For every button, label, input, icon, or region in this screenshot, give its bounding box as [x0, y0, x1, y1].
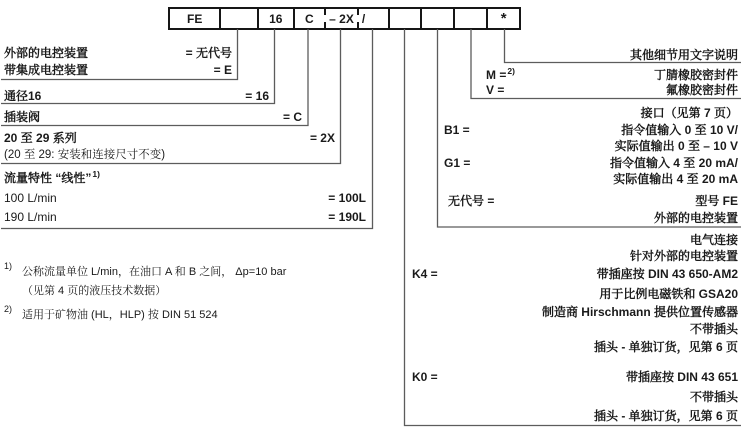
code-series: = 2X [309, 131, 335, 145]
row-electrical-heading2 [412, 247, 738, 264]
row-seal-v [486, 81, 738, 98]
label-interface-g1-line2: 实际值输出 4 至 20 mA [613, 172, 738, 186]
seal-m-footnote-ref: 2) [507, 66, 515, 76]
label-series-note: (20 至 29: 安装和连接尺寸不变) [4, 149, 166, 161]
key-interface-g1: G1 = [444, 156, 471, 170]
label-electrical-k0-line2: 不带插头 [689, 390, 738, 404]
label-size: 通径16 [4, 89, 42, 103]
key-interface-b1: B1 = [444, 123, 470, 137]
label-electrical-k4-line4: 不带插头 [689, 322, 738, 336]
code-cartridge: = C [282, 110, 302, 124]
label-seal-m: 丁腈橡胶密封件 [653, 68, 738, 82]
label-electrical-k4-line5: 插头 - 单独订货，见第 6 页 [593, 340, 738, 354]
row-electrical-heading1 [412, 231, 738, 248]
row-series-note [4, 146, 335, 162]
footnote-2-marker: 2) [4, 304, 13, 314]
label-controller-e: 带集成电控装置 [4, 63, 89, 77]
label-flow-heading [4, 169, 100, 186]
footnote-1-line2: （见第 4 页的液压技术数据） [22, 285, 167, 297]
row-interface-nocode-line2 [448, 209, 738, 226]
code-flow-100: = 100L [328, 191, 366, 205]
row-controller-none [4, 44, 232, 61]
label-seal-v: 氟橡胶密封件 [665, 83, 738, 97]
row-cartridge [4, 108, 302, 125]
row-interface-b1 [444, 121, 738, 138]
code-box-size: 16 [257, 9, 293, 28]
row-interface-nocode [448, 192, 738, 209]
label-electrical-k4-line2: 用于比例电磁铁和 GSA20 [599, 287, 738, 301]
row-interface-g1 [444, 154, 738, 171]
row-electrical-k0 [412, 368, 738, 385]
label-interface-b1: 指令值输入 0 至 10 V/ [621, 123, 738, 137]
row-electrical-k0-line2 [412, 388, 738, 405]
label-flow-190: 190 L/min [4, 210, 57, 224]
key-seal-m [486, 66, 515, 82]
code-controller-none: = 无代号 [185, 46, 232, 60]
code-controller-e: = E [213, 63, 232, 77]
label-interface-nocode-line2: 外部的电控装置 [653, 211, 738, 225]
code-flow-190: = 190L [328, 210, 366, 224]
label-cartridge: 插装阀 [4, 110, 41, 124]
code-box-slash: / [357, 9, 388, 28]
label-electrical-k4: 带插座按 DIN 43 650-AM2 [596, 267, 738, 281]
row-electrical-k4-line3 [412, 303, 738, 320]
key-electrical-k0: K0 = [412, 370, 438, 384]
key-seal-m-text: M = [486, 68, 507, 82]
label-interface-nocode: 型号 FE [695, 194, 738, 208]
footnote-2-line: 适用于矿物油 (HL，HLP) 按 DIN 51 524 [22, 309, 218, 321]
row-electrical-k0-line3 [412, 407, 738, 424]
key-seal-v: V = [486, 83, 505, 97]
label-series: 20 至 29 系列 [4, 131, 77, 145]
row-electrical-k4-line2 [412, 285, 738, 302]
row-flow-heading [4, 169, 366, 186]
row-details [520, 46, 738, 63]
row-flow-190 [4, 210, 366, 224]
label-electrical-k4-line3: 制造商 Hirschmann 提供位置传感器 [541, 305, 738, 319]
key-electrical-k4: K4 = [412, 267, 438, 281]
code-box-series: – 2X [324, 9, 357, 28]
code-box-type: FE [187, 11, 203, 26]
row-controller-e [4, 61, 232, 78]
code-size: = 16 [245, 89, 269, 103]
row-electrical-k4-line4 [412, 320, 738, 337]
flow-heading-text: 流量特性 “线性” [4, 171, 92, 185]
row-electrical-k4-line5 [412, 338, 738, 355]
flow-heading-footnote-ref: 1) [92, 169, 100, 179]
label-interface-heading: 接口（见第 7 页） [640, 106, 738, 120]
label-electrical-k0: 带插座按 DIN 43 651 [625, 370, 738, 384]
label-electrical-heading1: 电气连接 [689, 233, 738, 247]
label-interface-g1: 指令值输入 4 至 20 mA/ [609, 156, 738, 170]
row-size [4, 87, 269, 104]
label-electrical-k0-line3: 插头 - 单独订货，见第 6 页 [593, 409, 738, 423]
row-interface-heading [444, 104, 738, 121]
label-interface-b1-line2: 实际值输出 0 至 – 10 V [614, 139, 738, 153]
label-electrical-heading2: 针对外部的电控装置 [629, 249, 738, 263]
row-interface-b1-line2 [444, 137, 738, 154]
code-box-details: * [486, 9, 519, 28]
row-flow-100 [4, 191, 366, 205]
key-interface-nocode: 无代号 = [448, 194, 495, 208]
code-box-cartridge: C [293, 9, 325, 28]
row-electrical-k4 [412, 265, 738, 282]
label-details: 其他细节用文字说明 [629, 48, 738, 62]
row-series [4, 129, 335, 146]
row-interface-g1-line2 [444, 170, 738, 187]
label-flow-100: 100 L/min [4, 191, 57, 205]
footnote-1-line1: 公称流量单位 L/min，在油口 A 和 B 之间， Δp=10 bar [22, 266, 287, 278]
label-controller-none: 外部的电控装置 [4, 46, 89, 60]
footnote-1-marker: 1) [4, 261, 13, 271]
